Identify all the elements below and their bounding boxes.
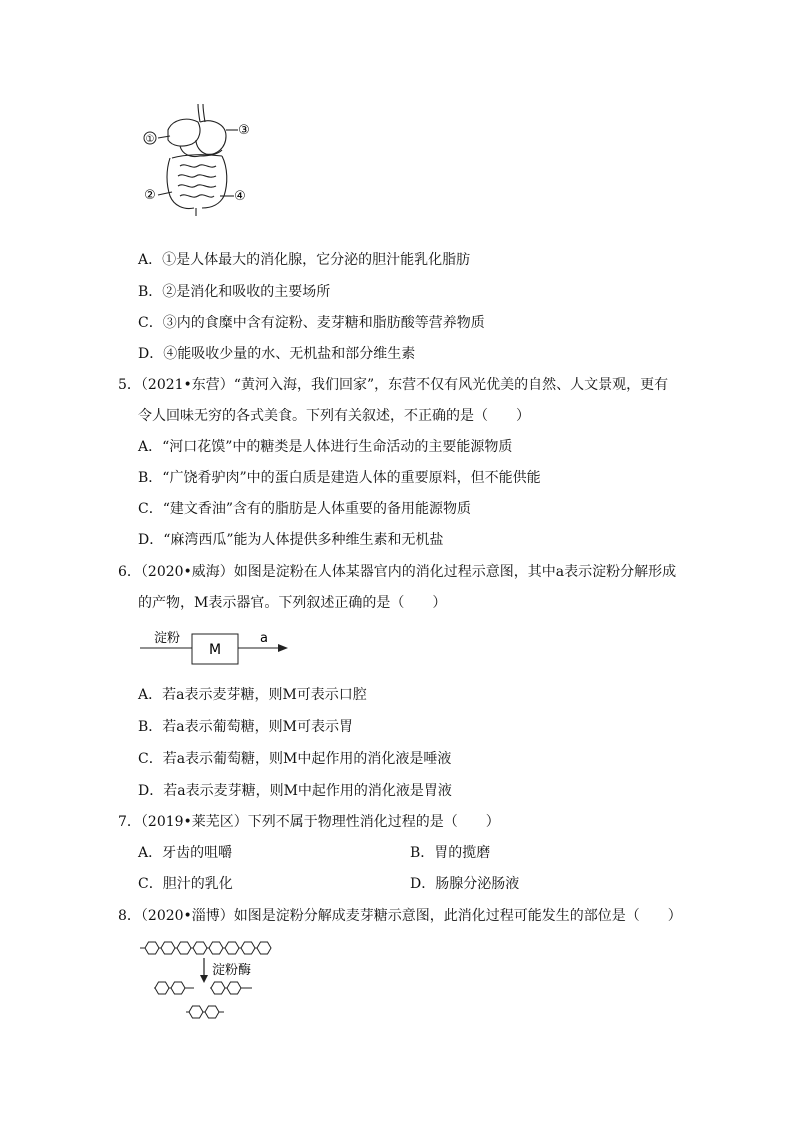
q7-option-c: C．胆汁的乳化 <box>138 876 233 892</box>
q6-stem-line1: 6．（2020•威海）如图是淀粉在人体某器官内的消化过程示意图，其中a表示淀粉分解形成 <box>118 564 677 580</box>
enzyme-label: 淀粉酶 <box>212 963 252 978</box>
q7-option-a: A．牙齿的咀嚼 <box>138 845 233 861</box>
starch-to-maltose-diagram <box>140 936 290 1028</box>
label-4: ④ <box>234 189 246 204</box>
q4-option-c: C．③内的食糜中含有淀粉、麦芽糖和脂肪酸等营养物质 <box>138 315 485 331</box>
q5-option-d: D．“麻湾西瓜”能为人体提供多种维生素和无机盐 <box>138 532 444 548</box>
q7-stem: 7．（2019•莱芜区）下列不属于物理性消化过程的是（ ） <box>118 814 500 830</box>
q6-stem-line2: 的产物，M表示器官。下列叙述正确的是（ ） <box>138 595 447 611</box>
q5-stem-line2: 令人回味无穷的各式美食。下列有关叙述，不正确的是（ ） <box>138 408 530 424</box>
q6-option-b: B．若a表示葡萄糖，则M可表示胃 <box>138 719 353 735</box>
starch-digestion-flow-diagram <box>138 626 298 670</box>
q6-option-d: D．若a表示麦芽糖，则M中起作用的消化液是胃液 <box>138 783 452 799</box>
q5-option-c: C．“建文香油”含有的脂肪是人体重要的备用能源物质 <box>138 501 472 517</box>
q8-stem: 8．（2020•淄博）如图是淀粉分解成麦芽糖示意图，此消化过程可能发生的部位是（ ） <box>118 908 682 924</box>
diagram-input-label: 淀粉 <box>154 631 181 646</box>
label-2: ② <box>144 188 156 203</box>
q4-option-b: B．②是消化和吸收的主要场所 <box>138 284 331 300</box>
diagram-box-label: M <box>208 642 222 658</box>
digestive-system-diagram <box>140 100 255 218</box>
diagram-output-label: a <box>260 631 268 646</box>
label-3: ③ <box>238 123 250 138</box>
q5-option-a: A．“河口花馍”中的糖类是人体进行生命活动的主要能源物质 <box>138 439 513 455</box>
q5-stem-line1: 5．（2021•东营）“黄河入海，我们回家”，东营不仅有风光优美的自然、人文景观，更有 <box>118 377 669 393</box>
q4-option-d: D．④能吸收少量的水、无机盐和部分维生素 <box>138 346 416 362</box>
label-1: ① <box>145 134 155 145</box>
q7-option-b: B．胃的揽磨 <box>410 845 491 861</box>
q4-option-a: A．①是人体最大的消化腺，它分泌的胆汁能乳化脂肪 <box>138 252 471 268</box>
q6-option-a: A．若a表示麦芽糖，则M可表示口腔 <box>138 687 367 703</box>
q7-option-d: D．肠腺分泌肠液 <box>410 876 520 892</box>
q6-option-c: C．若a表示葡萄糖，则M中起作用的消化液是唾液 <box>138 751 452 767</box>
q5-option-b: B．“广饶肴驴肉”中的蛋白质是建造人体的重要原料，但不能供能 <box>138 470 541 486</box>
